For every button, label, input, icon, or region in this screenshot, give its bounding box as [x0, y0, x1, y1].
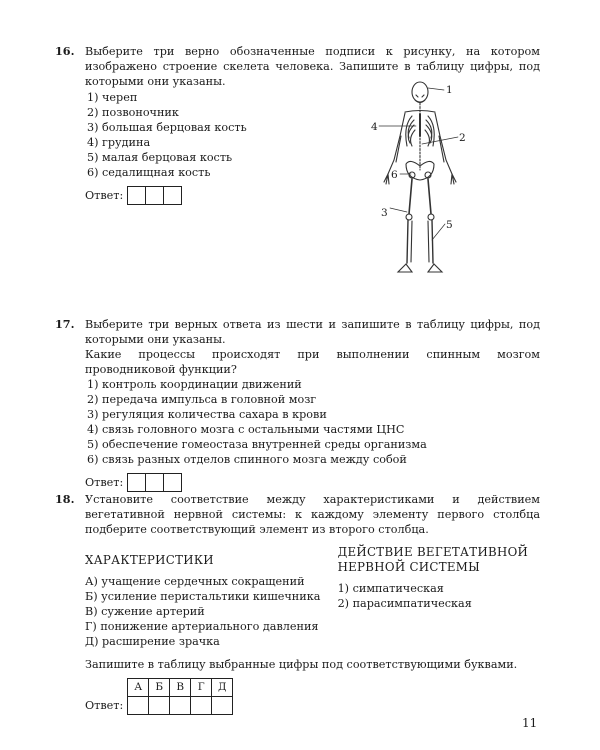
answer-cell[interactable] [164, 473, 182, 492]
answer-label: Ответ: [85, 476, 124, 489]
option-6: 6) связь разных отделов спинного мозга между собой [87, 453, 407, 466]
answer-cell[interactable] [127, 186, 146, 205]
list-item: Б) усиление перистальтики кишечника [85, 590, 321, 603]
answer-cell[interactable] [164, 186, 182, 205]
task-17 [55, 317, 540, 492]
option-4: 4) грудина [87, 136, 151, 149]
figure-label-6: 6 [391, 169, 398, 181]
answer-cell[interactable] [149, 697, 170, 715]
option-3: 3) регуляция количества сахара в крови [87, 408, 327, 421]
letter-header: В [170, 679, 191, 697]
skull-shape [412, 82, 428, 102]
list-item: Д) расширение зрачка [85, 635, 220, 648]
option-3: 3) большая берцовая кость [87, 121, 247, 134]
matching-columns [85, 545, 540, 649]
column-header: НЕРВНОЙ СИСТЕМЫ [337, 560, 481, 574]
list-item: Г) понижение артериального давления [85, 620, 319, 633]
option-2: 2) передача импульса в головной мозг [87, 393, 317, 406]
list-item: А) учащение сердечных сокращений [85, 575, 305, 588]
task-text: Выберите три верно обозначенные подписи к рисунку, на котором изображено строение скелета человека. Запишите в таблицу цифры, под которыми они указаны. [85, 45, 540, 88]
figure-label-3: 3 [381, 207, 388, 219]
answer-table [127, 678, 233, 715]
answer-cell[interactable] [191, 697, 212, 715]
answer-label: Ответ: [85, 189, 124, 202]
column-header: ДЕЙСТВИЕ ВЕГЕТАТИВНОЙ [337, 545, 529, 559]
task-text: Выберите три верных ответа из шести и запишите в таблицу цифры, под которыми они указаны. [85, 318, 540, 346]
task-text: Установите соответствие между характеристиками и действием вегетативной нервной системы: к каждому элементу первого столбца подберите соответствующий элемент из второго столбца. [85, 493, 540, 536]
answer-label: Ответ: [85, 699, 124, 712]
option-4: 4) связь головного мозга с остальными частями ЦНС [87, 423, 405, 436]
letter-header: Д [212, 679, 233, 697]
answer-row [85, 678, 540, 715]
instruction-text: Запишите в таблицу выбранные цифры под соответствующими буквами. [85, 658, 518, 671]
option-2: 2) позвоночник [87, 106, 179, 119]
option-5: 5) обеспечение гомеостаза внутренней среды организма [87, 438, 427, 451]
letter-header: Б [149, 679, 170, 697]
option-6: 6) седалищная кость [87, 166, 211, 179]
figure-label-1: 1 [446, 84, 453, 96]
answer-cell[interactable] [170, 697, 191, 715]
answer-cell[interactable] [128, 697, 149, 715]
letter-header: Г [191, 679, 212, 697]
figure-label-2: 2 [459, 132, 466, 144]
option-5: 5) малая берцовая кость [87, 151, 233, 164]
task-number: 16. [55, 44, 75, 58]
answer-cell[interactable] [127, 473, 146, 492]
list-item: В) сужение артерий [85, 605, 205, 618]
answer-row [85, 473, 540, 492]
figure-label-5: 5 [446, 219, 453, 231]
option-1: 1) контроль координации движений [87, 378, 302, 391]
skeleton-figure [360, 78, 500, 288]
characteristics-column [85, 545, 338, 649]
column-header: ХАРАКТЕРИСТИКИ [85, 553, 214, 567]
answer-cell[interactable] [212, 697, 233, 715]
answer-cell[interactable] [146, 186, 164, 205]
option-1: 1) череп [87, 91, 138, 104]
page-number: 11 [522, 716, 538, 730]
letter-header: А [128, 679, 149, 697]
task-number: 18. [55, 492, 75, 506]
task-question: Какие процессы происходят при выполнении спинным мозгом проводниковой функции? [85, 348, 540, 376]
task-number: 17. [55, 317, 75, 331]
task-18 [55, 492, 540, 715]
list-item: 2) парасимпатическая [337, 597, 472, 610]
figure-label-4: 4 [371, 121, 378, 133]
action-column [338, 545, 540, 649]
answer-cell[interactable] [146, 473, 164, 492]
list-item: 1) симпатическая [337, 582, 444, 595]
